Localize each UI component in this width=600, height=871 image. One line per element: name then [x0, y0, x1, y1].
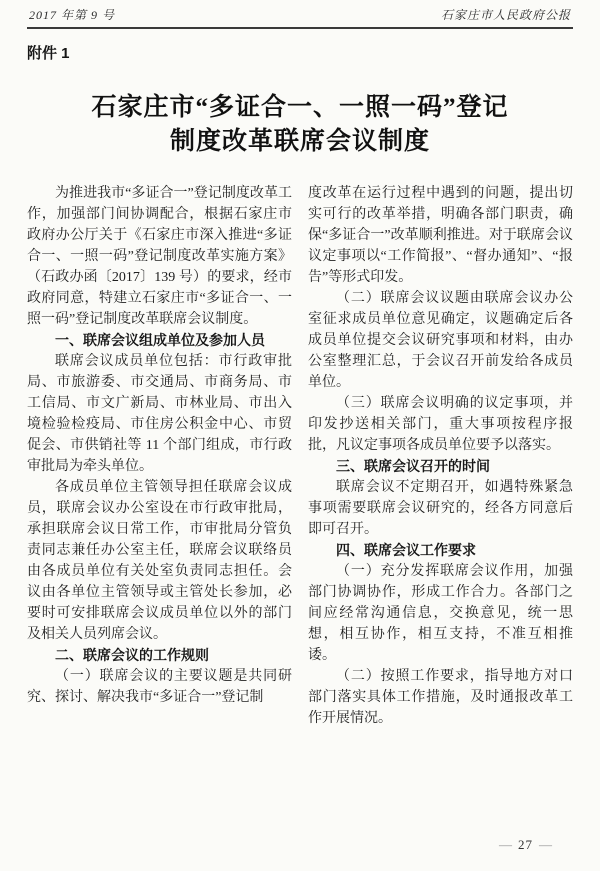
right-column — [308, 183, 573, 729]
paragraph-meeting-time: 联席会议不定期召开，如遇特殊紧急事项需要联席会议研究的，经各方同意后即可召开。 — [308, 480, 573, 537]
document-title-line1: 石家庄市“多证合一、一照一码”登记 — [91, 94, 509, 121]
paragraph-office-setup: 各成员单位主管领导担任联席会议成员，联席会议办公室设在市行政审批局，承担联席会议日常工作，市审批局分管负责同志兼任办公室主任，联席会议联络员由各成员单位有关处室负责同志担任。会议由各单位主管领导或主管处长参加，必要时可安排联席会议成员单位以外的部门及相关人员列席会议。 — [27, 480, 292, 642]
paragraph-rule-3: （三）联席会议明确的议定事项，并印发抄送相关部门，重大事项按程序报批，凡议定事项各成员单位要予以落实。 — [308, 396, 573, 453]
paragraph-rule-1-continuation: 度改革在运行过程中遇到的问题，提出切实可行的改革举措，明确各部门职责，确保“多证合一”改革顺利推进。对于联席会议议定事项以“工作简报”、“督办通知”、“报告”等形式印发。 — [308, 186, 573, 285]
left-column — [27, 183, 292, 729]
paragraph-requirement-1: （一）充分发挥联席会议作用，加强部门协调协作，形成工作合力。各部门之间应经常沟通信息，交换意见，统一思想，相互协作，相互支持，不准互相推诿。 — [308, 564, 573, 663]
section-1-heading: 一、联席会议组成单位及参加人员 — [55, 332, 265, 348]
page-footer — [493, 837, 558, 853]
section-3-heading: 三、联席会议召开的时间 — [336, 458, 490, 474]
document-title-line2: 制度改革联席会议制度 — [169, 128, 430, 155]
paragraph-rule-1-start: （一）联席会议的主要议题是共同研究、探讨、解决我市“多证合一”登记制 — [27, 669, 292, 705]
paragraph-requirement-2: （二）按照工作要求，指导地方对口部门落实具体工作措施，及时通报改革工作开展情况。 — [308, 669, 573, 726]
header-rule — [27, 27, 573, 29]
page-number: 27 — [518, 837, 533, 852]
paragraph-intro: 为推进我市“多证合一”登记制度改革工作，加强部门间协调配合，根据石家庄市政府办公厅关于《石家庄市深入推进“多证合一、一照一码”登记制度改革实施方案》（石政办函〔2017〕139 号）的要求，经市政府同意，特建立石家庄市“多证合一、一照一码”登记制度改革联席会议制度。 — [27, 186, 292, 327]
footer-dash-right: — — [539, 837, 552, 852]
body-columns — [27, 183, 573, 729]
footer-dash-left: — — [499, 837, 512, 852]
section-2-heading: 二、联席会议的工作规则 — [55, 647, 209, 663]
header-publication-name: 石家庄市人民政府公报 — [440, 8, 571, 22]
header-issue-number: 2017 年第 9 号 — [29, 8, 116, 22]
attachment-label: 附件 1 — [27, 45, 70, 62]
page-header — [27, 6, 573, 23]
paragraph-rule-2: （二）联席会议议题由联席会议办公室征求成员单位意见确定，议题确定后各成员单位提交会议研究事项和材料，由办公室整理汇总，于会议召开前发给各成员单位。 — [308, 291, 573, 390]
section-4-heading: 四、联席会议工作要求 — [336, 542, 476, 558]
paragraph-member-units: 联席会议成员单位包括：市行政审批局、市旅游委、市交通局、市商务局、市工信局、市文广新局、市林业局、市出入境检验检疫局、市住房公积金中心、市贸促会、市供销社等 11 个部门组成，市行政审批局为牵头单位。 — [27, 354, 292, 474]
document-title — [27, 91, 573, 159]
